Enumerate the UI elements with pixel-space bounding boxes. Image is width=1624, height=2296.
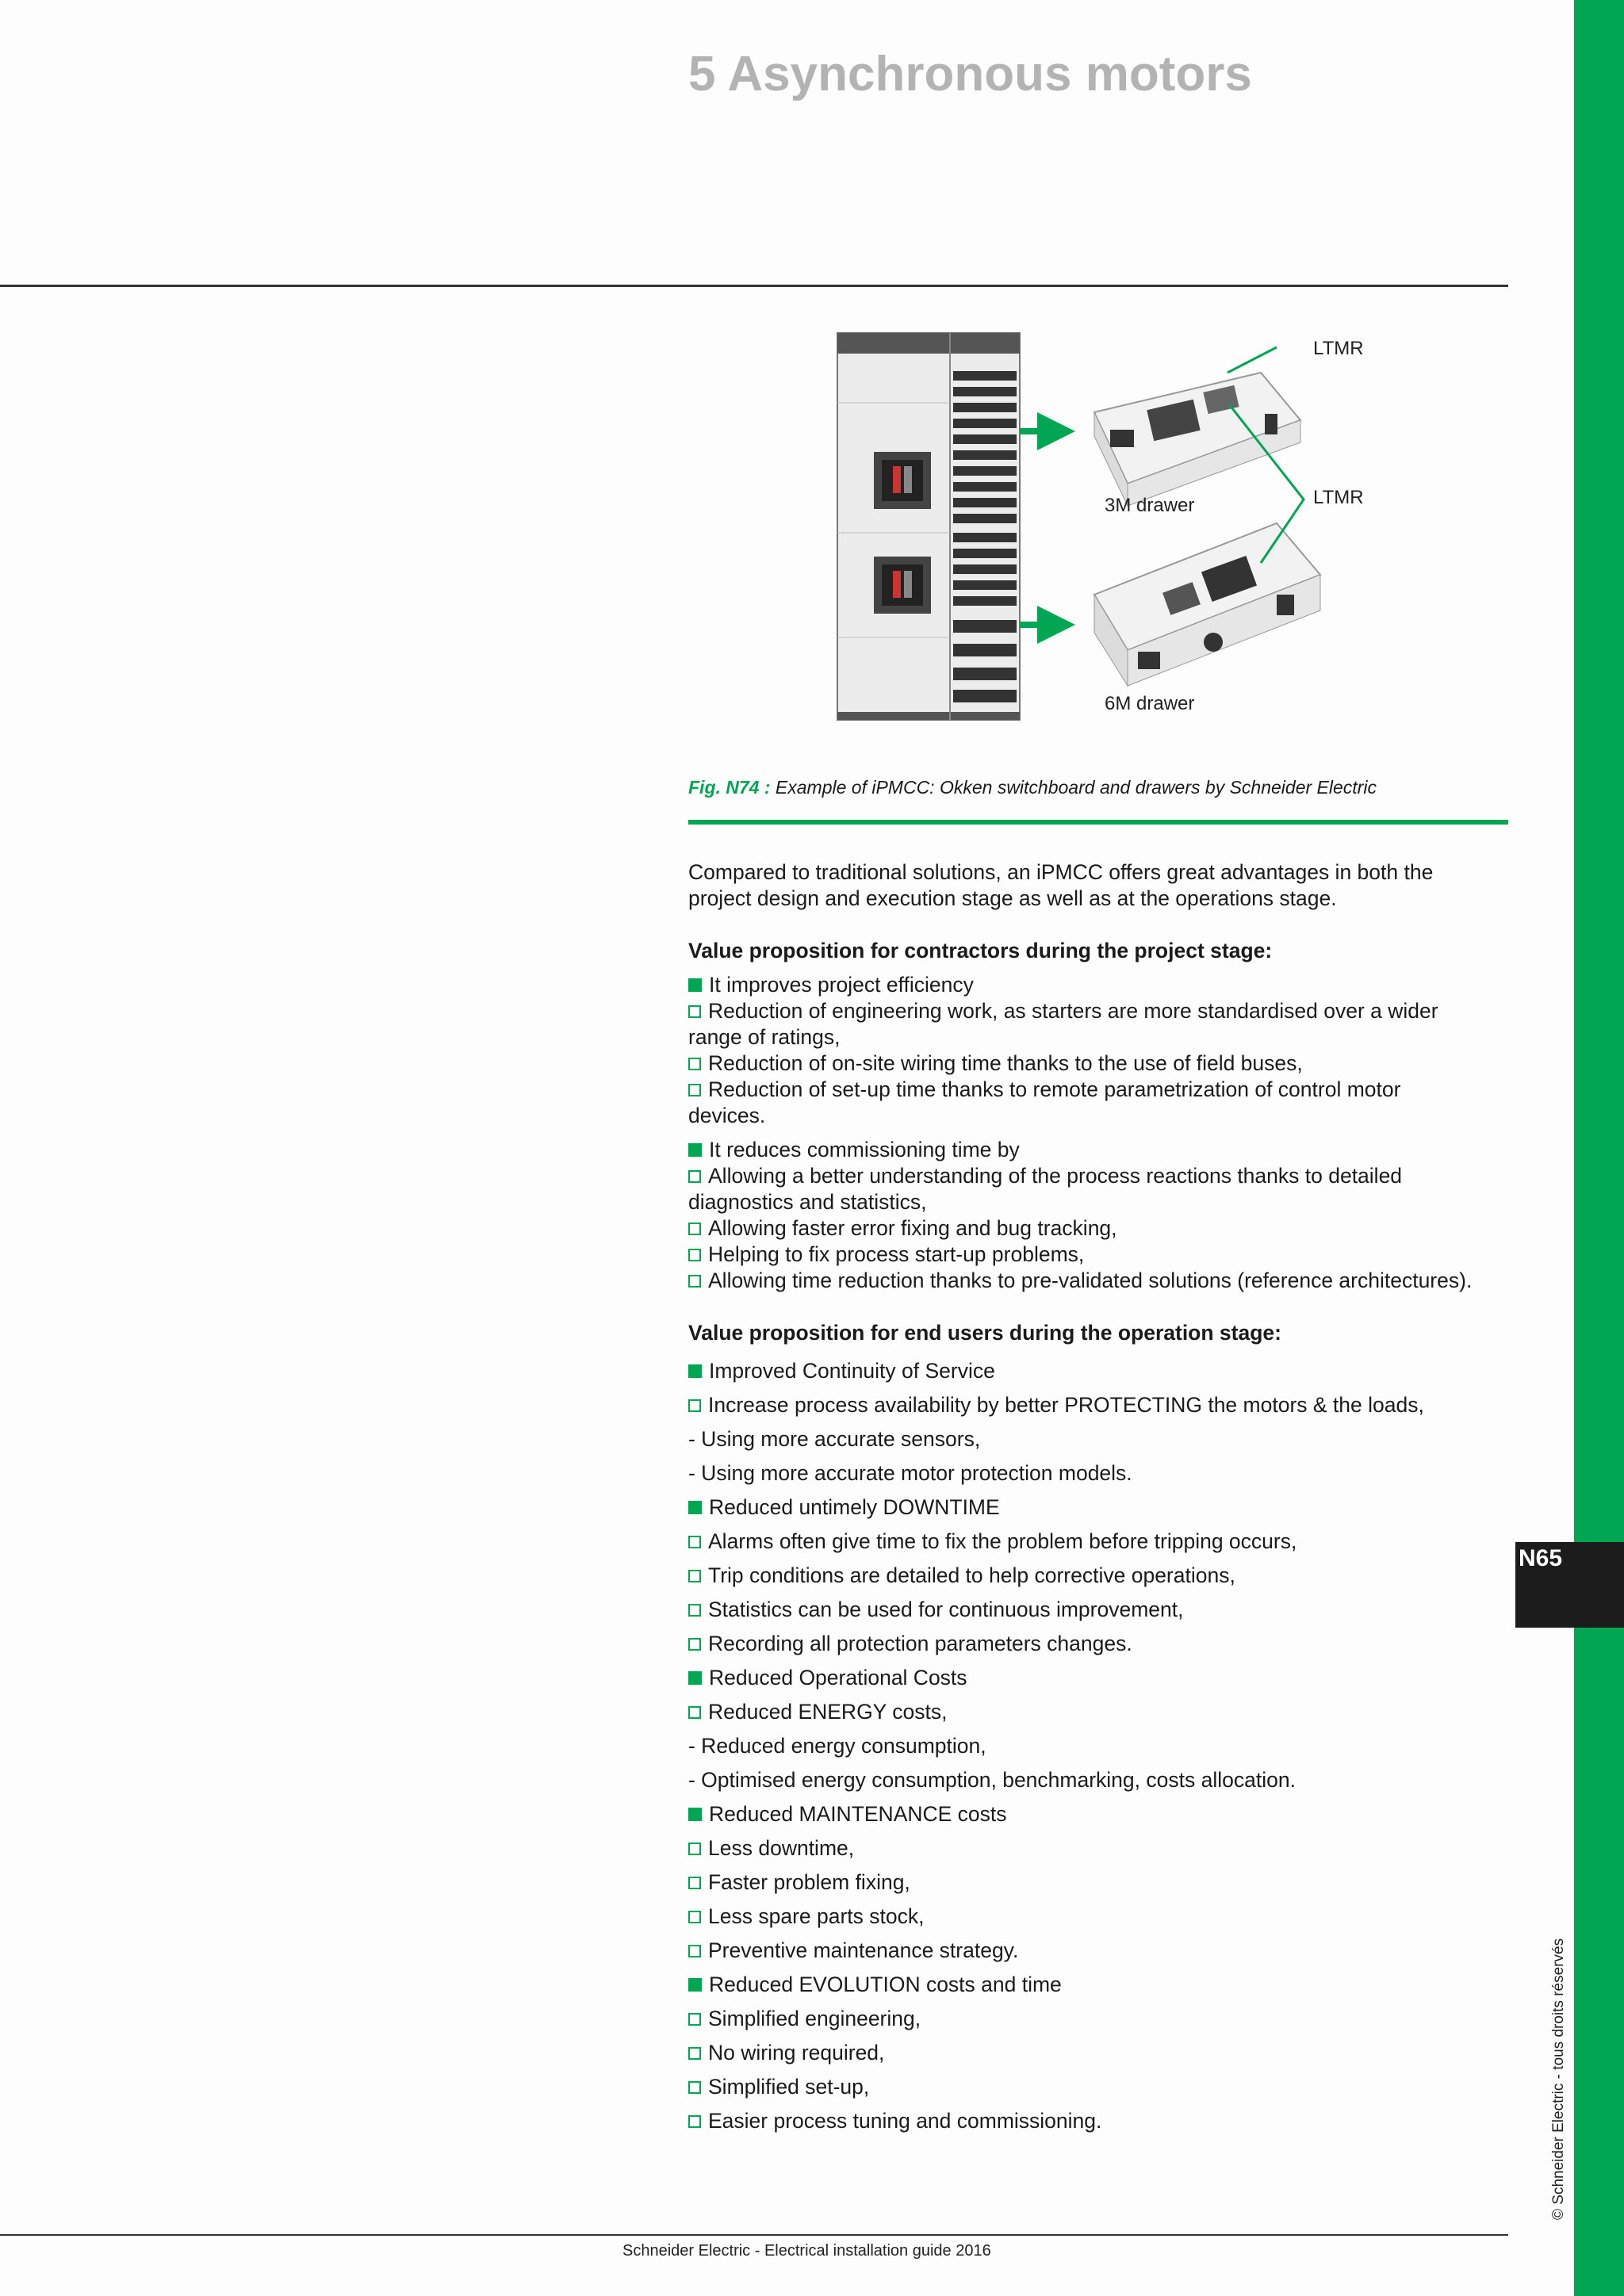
figure-caption (688, 777, 1377, 798)
figure-caption-text: Example of iPMCC: Okken switchboard and drawers by Schneider Electric (770, 777, 1377, 798)
end-users-list (688, 1354, 1508, 2138)
figure-number: Fig. N74 : (688, 777, 771, 798)
filled-square-bullet-icon (688, 1501, 702, 1514)
body-text (688, 859, 1508, 2138)
open-square-bullet-icon (688, 2115, 701, 2128)
label-3m-drawer: 3M drawer (1105, 495, 1195, 516)
list-item: Less spare parts stock, (688, 1900, 1508, 1934)
list-item: Reduced ENERGY costs, (688, 1695, 1508, 1729)
open-square-bullet-icon (688, 1945, 701, 1957)
contractors-group-1 (688, 972, 1508, 1129)
open-square-bullet-icon (688, 2013, 701, 2026)
open-square-bullet-icon (688, 1604, 701, 1617)
open-square-bullet-icon (688, 1877, 701, 1889)
label-ltmr-mid: LTMR (1313, 487, 1364, 508)
ltmr-leader-top (1228, 347, 1277, 373)
list-item: Allowing time reduction thanks to pre-validated solutions (reference architectures). (688, 1268, 1508, 1294)
filled-square-bullet-icon (688, 1143, 702, 1157)
list-item: Less downtime, (688, 1831, 1508, 1866)
page-number: N65 (1519, 1545, 1563, 1571)
list-item-continuation: range of ratings, (688, 1025, 841, 1049)
list-item: Faster problem fixing, (688, 1866, 1508, 1900)
intro-paragraph (688, 859, 1508, 912)
figure-ipmcc (833, 325, 1388, 725)
list-item: It reduces commissioning time by (688, 1137, 1508, 1163)
list-item-continuation: devices. (688, 1104, 766, 1127)
open-square-bullet-icon (688, 2047, 701, 2060)
intro-line: Compared to traditional solutions, an iPMCC offers great advantages in both the (688, 860, 1434, 884)
contractors-group-2 (688, 1137, 1508, 1294)
list-item: Simplified engineering, (688, 2002, 1508, 2036)
list-item: Easier process tuning and commissioning. (688, 2104, 1508, 2138)
label-ltmr-top: LTMR (1313, 338, 1364, 359)
drawer-6m-illustration (1094, 523, 1320, 686)
okken-switchboard-illustration (833, 325, 1388, 725)
chapter-title: 5 Asynchronous motors (688, 47, 1252, 101)
list-item: Reduced untimely DOWNTIME (688, 1490, 1508, 1525)
list-item: Alarms often give time to fix the problem before tripping occurs, (688, 1525, 1508, 1559)
list-item: Increase process availability by better PROTECTING the motors & the loads, (688, 1388, 1508, 1422)
header-divider (0, 285, 1508, 287)
open-square-bullet-icon (688, 2081, 701, 2094)
filled-square-bullet-icon (688, 1978, 702, 1992)
open-square-bullet-icon (688, 1084, 701, 1096)
list-item: - Reduced energy consumption, (688, 1734, 986, 1758)
list-item: Reduced Operational Costs (688, 1661, 1508, 1695)
list-item: Statistics can be used for continuous improvement, (688, 1593, 1508, 1627)
copyright-notice: © Schneider Electric - tous droits réservés (1550, 1938, 1567, 2220)
list-item: - Using more accurate sensors, (688, 1427, 981, 1451)
list-item: Helping to fix process start-up problems, (688, 1242, 1508, 1268)
filled-square-bullet-icon (688, 978, 702, 992)
open-square-bullet-icon (688, 1911, 701, 1923)
caption-divider (688, 820, 1508, 825)
list-item: Allowing a better understanding of the process reactions thanks to detailed (688, 1163, 1508, 1189)
list-item: Allowing faster error fixing and bug tracking, (688, 1215, 1508, 1242)
end-users-heading: Value proposition for end users during the operation stage: (688, 1321, 1281, 1345)
open-square-bullet-icon (688, 1570, 701, 1582)
list-item: Recording all protection parameters changes. (688, 1627, 1508, 1661)
list-item: - Optimised energy consumption, benchmarking, costs allocation. (688, 1768, 1296, 1792)
list-item: Reduced MAINTENANCE costs (688, 1797, 1508, 1831)
list-item: Reduction of on-site wiring time thanks to the use of field buses, (688, 1050, 1508, 1077)
filled-square-bullet-icon (688, 1671, 702, 1685)
open-square-bullet-icon (688, 1638, 701, 1651)
open-square-bullet-icon (688, 1843, 701, 1855)
list-item: Improved Continuity of Service (688, 1354, 1508, 1388)
filled-square-bullet-icon (688, 1364, 702, 1378)
open-square-bullet-icon (688, 1058, 701, 1070)
open-square-bullet-icon (688, 1399, 701, 1412)
open-square-bullet-icon (688, 1223, 701, 1235)
list-item: It improves project efficiency (688, 972, 1508, 998)
footer-divider (0, 2234, 1508, 2236)
list-item: Reduced EVOLUTION costs and time (688, 1968, 1508, 2002)
filled-square-bullet-icon (688, 1808, 702, 1821)
side-color-band (1574, 0, 1624, 2296)
label-6m-drawer: 6M drawer (1105, 693, 1195, 714)
open-square-bullet-icon (688, 1249, 701, 1261)
list-item: - Using more accurate motor protection models. (688, 1461, 1132, 1485)
open-square-bullet-icon (688, 1706, 701, 1719)
list-item: Reduction of set-up time thanks to remote parametrization of control motor (688, 1077, 1508, 1103)
open-square-bullet-icon (688, 1536, 701, 1548)
intro-line: project design and execution stage as well as at the operations stage. (688, 886, 1337, 910)
open-square-bullet-icon (688, 1170, 701, 1183)
page-number-tab (1515, 1542, 1624, 1628)
switchboard-cabinet (837, 333, 1020, 720)
drawer-3m-illustration (1094, 373, 1300, 506)
footer-text: Schneider Electric - Electrical installation guide 2016 (622, 2242, 991, 2260)
list-item: Trip conditions are detailed to help corrective operations, (688, 1559, 1508, 1593)
open-square-bullet-icon (688, 1275, 701, 1288)
list-item: No wiring required, (688, 2036, 1508, 2070)
list-item: Simplified set-up, (688, 2070, 1508, 2104)
list-item: Preventive maintenance strategy. (688, 1934, 1508, 1968)
contractors-heading: Value proposition for contractors during the project stage: (688, 939, 1273, 962)
list-item: Reduction of engineering work, as starters are more standardised over a wider (688, 998, 1508, 1024)
open-square-bullet-icon (688, 1005, 701, 1018)
list-item-continuation: diagnostics and statistics, (688, 1190, 927, 1214)
